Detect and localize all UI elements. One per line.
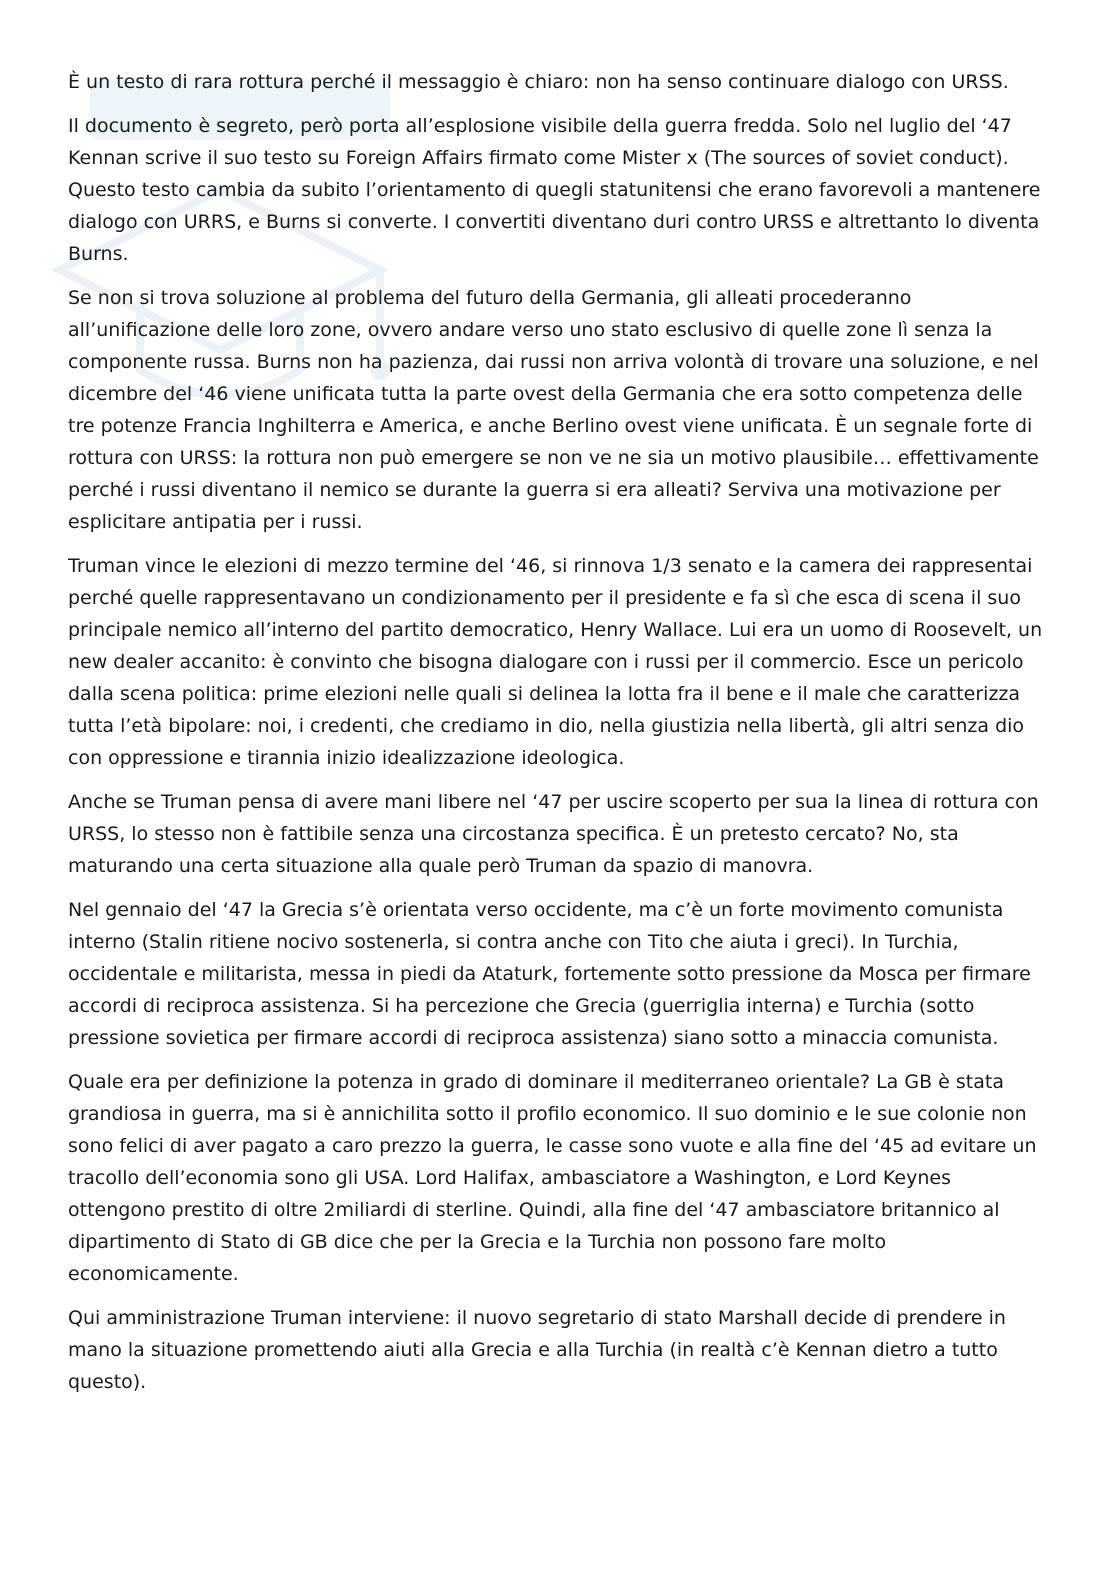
paragraph: È un testo di rara rottura perché il messaggio è chiaro: non ha senso continuare dialogo con URSS. xyxy=(68,71,1009,93)
paragraph: Truman vince le elezioni di mezzo termine del ‘46, si rinnova 1/3 senato e la camera dei rappresentai perché quelle rappresentavano un condizionamento per il presidente e fa sì che esca di scena il suo principale nemico all’interno del partito democratico, Henry Wallace. Lui era un uomo di Roosevelt, un new dealer accanito: è convinto che bisogna dialogare con i russi per il commercio. Esce un pericolo dalla scena politica: prime elezioni nelle quali si delinea la lotta fra il bene e il male che caratterizza tutta l’età bipolare: noi, i credenti, che crediamo in dio, nella giustizia nella libertà, gli altri senza dio con oppressione e tirannia inizio idealizzazione ideologica. xyxy=(68,555,1043,769)
paragraph: Nel gennaio del ‘47 la Grecia s’è orientata verso occidente, ma c’è un forte movimento comunista interno (Stalin ritiene nocivo sostenerla, si contra anche con Tito che aiuta i greci). In Turchia, occidentale e militarista, messa in piedi da Ataturk, fortemente sotto pressione da Mosca per firmare accordi di reciproca assistenza. Si ha percezione che Grecia (guerriglia interna) e Turchia (sotto pressione sovietica per firmare accordi di reciproca assistenza) siano sotto a minaccia comunista. xyxy=(68,899,1031,1049)
paragraph: Il documento è segreto, però porta all’esplosione visibile della guerra fredda. Solo nel luglio del ‘47 Kennan scrive il suo testo su Foreign Affairs firmato come Mister x (The sources of soviet conduct). Questo testo cambia da subito l’orientamento di quegli statunitensi che erano favorevoli a mantenere dialogo con URRS, e Burns si converte. I convertiti diventano duri contro URSS e altrettanto lo diventa Burns. xyxy=(68,115,1041,265)
paragraph: Quale era per definizione la potenza in grado di dominare il mediterraneo orientale? La GB è stata grandiosa in guerra, ma si è annichilita sotto il profilo economico. Il suo dominio e le sue colonie non sono felici di aver pagato a caro prezzo la guerra, le casse sono vuote e alla fine del ‘45 ad evitare un tracollo dell’economia sono gli USA. Lord Halifax, ambasciatore a Washington, e Lord Keynes ottengono prestito di oltre 2miliardi di sterline. Quindi, alla fine del ‘47 ambasciatore britannico al dipartimento di Stato di GB dice che per la Grecia e la Turchia non possono fare molto economicamente. xyxy=(68,1071,1037,1285)
paragraph: Se non si trova soluzione al problema del futuro della Germania, gli alleati procederanno all’unificazione delle loro zone, ovvero andare verso uno stato esclusivo di quelle zone lì senza la componente russa. Burns non ha pazienza, dai russi non arriva volontà di trovare una soluzione, e nel dicembre del ‘46 viene unificata tutta la parte ovest della Germania che era sotto competenza delle tre potenze Francia Inghilterra e America, e anche Berlino ovest viene unificata. È un segnale forte di rottura con URSS: la rottura non può emergere se non ve ne sia un motivo plausibile… effettivamente perché i russi diventano il nemico se durante la guerra si era alleati? Serviva una motivazione per esplicitare antipatia per i russi. xyxy=(68,287,1039,533)
document-body xyxy=(68,66,1048,1410)
paragraph: Anche se Truman pensa di avere mani libere nel ‘47 per uscire scoperto per sua la linea di rottura con URSS, lo stesso non è fattibile senza una circostanza specifica. È un pretesto cercato? No, sta maturando una certa situazione alla quale però Truman da spazio di manovra. xyxy=(68,791,1039,877)
paragraph: Qui amministrazione Truman interviene: il nuovo segretario di stato Marshall decide di prendere in mano la situazione promettendo aiuti alla Grecia e alla Turchia (in realtà c’è Kennan dietro a tutto questo). xyxy=(68,1307,1006,1393)
